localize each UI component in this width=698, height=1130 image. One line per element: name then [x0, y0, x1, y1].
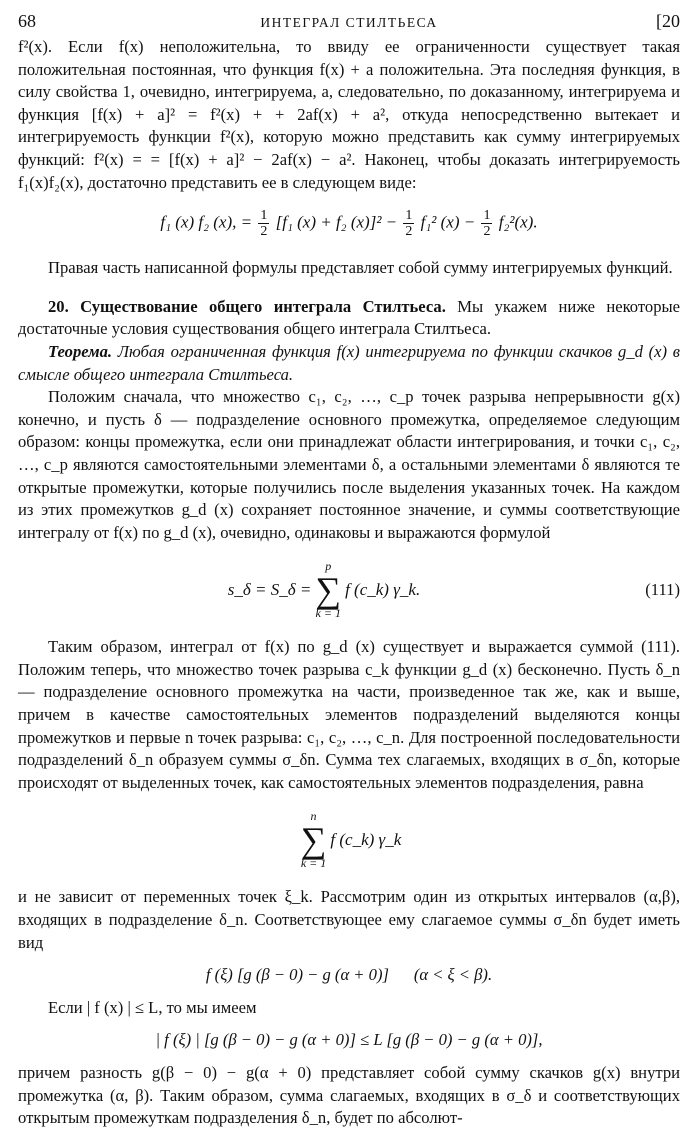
sigma-symbol: ∑	[315, 570, 342, 611]
frac-numerator: 1	[405, 208, 413, 224]
formula1-term3: f₂²(x).	[498, 212, 538, 232]
formula-interval-term: f (ξ) [g (β − 0) − g (α + 0)] (α < ξ < β).	[205, 965, 493, 985]
formula-bound: | f (ξ) | [g (β − 0) − g (α + 0)] ≤ L [g (β − 0) − g (α + 0)],	[155, 1030, 543, 1050]
frac-numerator: 1	[483, 208, 491, 224]
equation-number: (111)	[645, 579, 680, 599]
running-title: ИНТЕГРАЛ СТИЛТЬЕСА	[260, 15, 438, 30]
theorem	[18, 341, 680, 386]
paragraph-1: f²(x). Если f(x) неположительна, то ввиду ее ограниченности существует такая положительная постоянная, что функция f(x) + a положительна. Эта последняя функция, в силу свойства 1, очевидно, интегрируема, а, следовательно, по доказанному, интегрируема и функция [f(x) + a]² = f²(x) + + 2af(x) + a², откуда непосредственно вытекает и интегрируемость функции f²(x), которую можно представить как сумму интегрируемых функций: f²(x) = = [f(x) + a]² − 2af(x) − a². Наконец, чтобы доказать интегрируемость f₁(x)f₂(x), достаточно представить ее в следующем виде:	[18, 37, 680, 192]
section-20-heading	[18, 296, 680, 341]
paragraph-3: Положим сначала, что множество c₁, c₂, …, c_p точек разрыва непрерывности g(x) конечно, и пусть δ — подразделение основного промежутка, определяемое следующим образом: концы промежутка, если они принадлежат области интегрирования, и точки c₁, c₂, …, c_p являются самостоятельными элементами δ, а остальными элементами δ являются те открытые промежутки, которые получились после выделения указанных точек. На каждом из этих промежутков g_d (x) сохраняет постоянное значение, и суммы соответствующие интегралу от f(x) по g_d (x), очевидно, одинаковы и выражаются формулой	[18, 387, 680, 542]
fraction-half-2	[403, 208, 414, 239]
formula111-summand: f (c_k) γ_k.	[345, 579, 421, 599]
formula1-lhs: f₁ (x) f₂ (x), =	[160, 212, 253, 232]
section-intro: Мы укажем ниже некоторые достаточные условия существования общего интеграла Стилтьеса.	[18, 296, 681, 339]
sum-sign	[301, 810, 327, 870]
paragraph-2: Правая часть написанной формулы представляет собой сумму интегрируемых функций.	[48, 258, 673, 278]
fraction-half-1	[258, 208, 269, 239]
paragraph-7: причем разность g(β − 0) − g(α + 0) представляет собой сумму скачков g(x) внутри промежутка (α, β). Таким образом, сумма слагаемых, входящих в σ_δ и соответствующих открытым промежуткам подразделения δ_n, будет по абсолют-	[18, 1063, 680, 1128]
sum-lower-limit: k = 1	[315, 606, 341, 621]
sum-upper-limit: n	[310, 809, 317, 824]
theorem-title: Теорема.	[48, 341, 113, 361]
sum-sign	[315, 560, 341, 620]
fraction-half-3	[481, 208, 492, 239]
frac-denominator: 2	[405, 224, 413, 240]
sigma-symbol: ∑	[300, 820, 327, 861]
book-page	[18, 10, 680, 1130]
paragraph-4: Таким образом, интеграл от f(x) по g_d (x) существует и выражается суммой (111). Положим теперь, что множество точек разрыва c_k функции g_d (x) бесконечно. Пусть δ_n — подразделение основного промежутка на части, произведенное так же, как и выше, причем в качестве самостоятельных элементов подразделений выделяются концы промежутков и первые n точек разрыва: c₁, c₂, …, c_n. Для построенной последовательности подразделений δ_n образуем суммы σ_δn. Сумма тех слагаемых, входящих в σ_δn, которые происходят от выделенных точек, как самостоятельных элементов подразделения, равна	[18, 637, 680, 792]
theorem-body: Любая ограниченная функция f(x) интегрируема по функции скачков g_d (x) в смысле общего интеграла Стилтьеса.	[18, 341, 680, 384]
section-title: 20. Существование общего интеграла Стилтьеса.	[48, 296, 446, 316]
formula1-term2: f₁² (x) −	[420, 212, 476, 232]
section-number: [20	[656, 11, 680, 31]
formula-product-decomposition	[18, 208, 680, 239]
formula111-lhs: s_δ = S_δ =	[227, 579, 312, 599]
running-header	[18, 10, 680, 36]
paragraph-5: и не зависит от переменных точек ξ_k. Рассмотрим один из открытых интервалов (α,β), входящих в подразделение δ_n. Соответствующее ему слагаемое суммы σ_δn будет иметь вид	[18, 887, 680, 952]
formula-111	[18, 560, 680, 620]
sum-upper-limit: p	[325, 559, 332, 574]
frac-denominator: 2	[260, 224, 268, 240]
formula-partial-sum	[18, 810, 680, 870]
formula2-summand: f (c_k) γ_k	[330, 830, 402, 850]
frac-numerator: 1	[260, 208, 268, 224]
frac-denominator: 2	[483, 224, 491, 240]
paragraph-6: Если | f (x) | ≤ L, то мы имеем	[48, 997, 257, 1017]
formula1-term1: [f₁ (x) + f₂ (x)]² −	[275, 212, 398, 232]
sum-lower-limit: k = 1	[300, 856, 327, 871]
page-number: 68	[18, 11, 36, 31]
